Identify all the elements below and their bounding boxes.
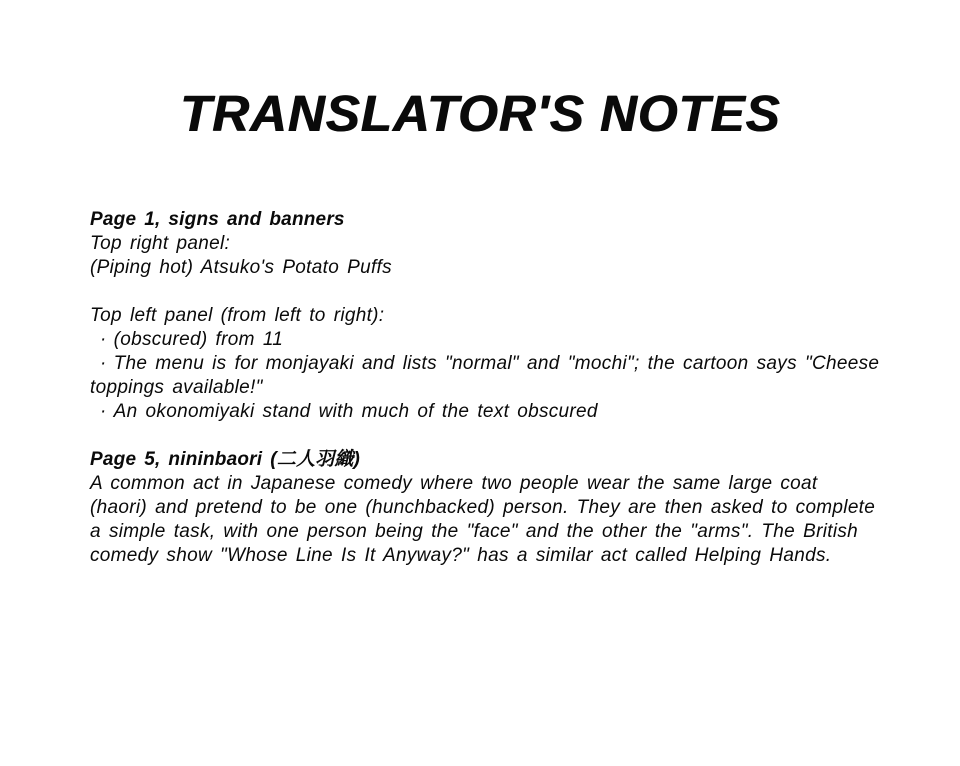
translators-notes-page: [0, 86, 960, 568]
bullet-text: An okonomiyaki stand with much of the text obscured: [113, 401, 598, 423]
note-line-top-right-text: (Piping hot) Atsuko's Potato Puffs: [90, 257, 392, 279]
page-title: TRANSLATOR'S NOTES: [179, 85, 781, 142]
note-heading-page1: Page 1, signs and banners: [90, 209, 345, 231]
bullet-marker: ·: [100, 353, 107, 375]
bullet-text: The menu is for monjayaki and lists "normal" and "mochi"; the cartoon says "Cheese toppings available!": [90, 353, 880, 399]
bullet-item: [90, 400, 882, 424]
bullet-item: [90, 352, 882, 400]
note-paragraph: A common act in Japanese comedy where two people wear the same large coat (haori) and pretend to be one (hunchbacked) person. They are then asked to complete a simple task, with one person being the "face" and the other the "arms". The British comedy show "Whose Line Is It Anyway?" has a similar act called Helping Hands.: [90, 473, 876, 567]
note-heading-page5: Page 5, nininbaori (二人羽織): [90, 449, 361, 471]
note-line-top-right-label: Top right panel:: [90, 233, 231, 255]
note-section-page5: [90, 448, 882, 568]
bullet-marker: ·: [100, 401, 107, 423]
note-line-top-left-label: Top left panel (from left to right):: [90, 305, 385, 327]
bullet-item: [90, 328, 882, 352]
notes-content: [90, 208, 882, 568]
note-section-page1: [90, 208, 882, 424]
bullet-marker: ·: [100, 329, 107, 351]
bullet-text: (obscured) from 11: [113, 329, 284, 351]
